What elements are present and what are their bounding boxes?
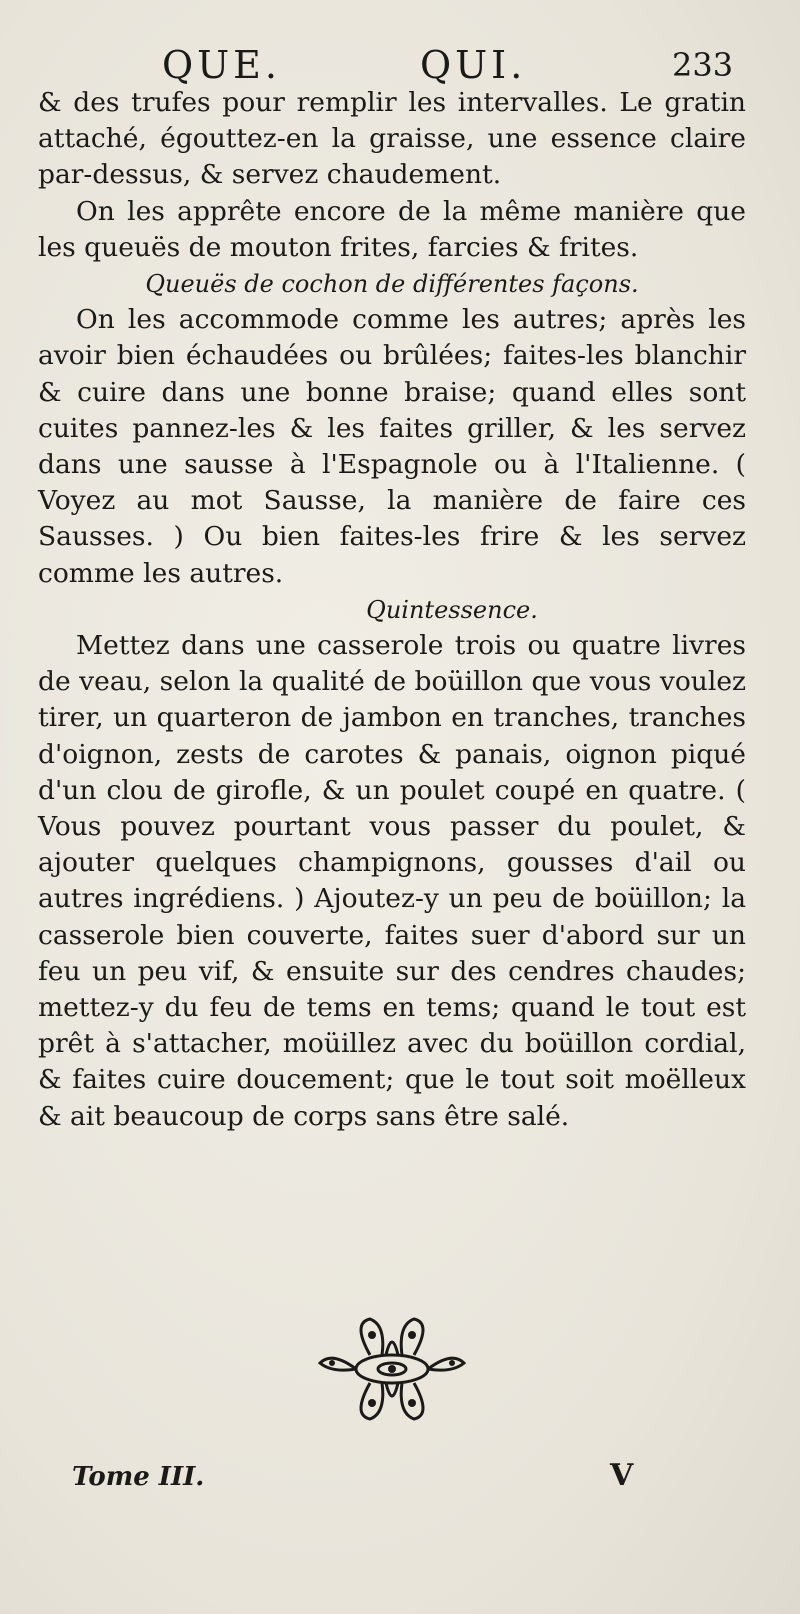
page-text bbox=[38, 85, 746, 1135]
running-head-middle: QUI. bbox=[420, 43, 527, 87]
running-head bbox=[0, 40, 800, 90]
paragraph-continuation: & des trufes pour remplir les intervalles. Le gratin attaché, égouttez-en la graisse, une essence claire par-dessus, & servez chaudement. bbox=[38, 87, 746, 191]
signature-mark: V bbox=[610, 1458, 634, 1493]
page-number: 233 bbox=[672, 46, 734, 84]
paragraph-quintessence: Mettez dans une casserole trois ou quatre livres de veau, selon la qualité de boüillon que vous voulez tirer, un quarteron de jambon en tranches, tranches d'oignon, zests de carotes & panais, oignon piqué d'un clou de girofle, & un poulet coupé en quatre. ( Vous pouvez pourtant vous passer du poulet, & ajouter quelques champignons, gousses d'ail ou autres ingrédiens. ) Ajoutez-y un peu de boüillon; la casserole bien couverte, faites suer d'abord sur un feu un peu vif, & ensuite sur des cendres chaudes; mettez-y du feu de tems en tems; quand le tout est prêt à s'attacher, moüillez avec du boüillon cordial, & faites cuire doucement; que le tout soit moëlleux & ait beaucoup de corps sans être salé. bbox=[38, 630, 746, 1132]
volume-label: Tome III. bbox=[72, 1462, 205, 1492]
fleuron-ornament-icon bbox=[312, 1315, 472, 1423]
running-head-left: QUE. bbox=[162, 43, 281, 87]
section-heading-quintessence: Quintessence. bbox=[366, 595, 538, 624]
section-heading-queues-cochon: Queuës de cochon de différentes façons. bbox=[145, 270, 639, 299]
paragraph-preparation: On les apprête encore de la même manière que les queuës de mouton frites, farcies & frites. bbox=[38, 195, 746, 263]
paragraph-queues-cochon: On les accommode comme les autres; après les avoir bien échaudées ou brûlées; faites-les blanchir & cuire dans une bonne braise; quand elles sont cuites pannez-les & les faites griller, & les servez dans une sausse à l'Espagnole ou à l'Italienne. ( Voyez au mot Sausse, la manière de faire ces Sausses. ) Ou bien faites-les frire & les servez comme les autres. bbox=[38, 304, 746, 589]
